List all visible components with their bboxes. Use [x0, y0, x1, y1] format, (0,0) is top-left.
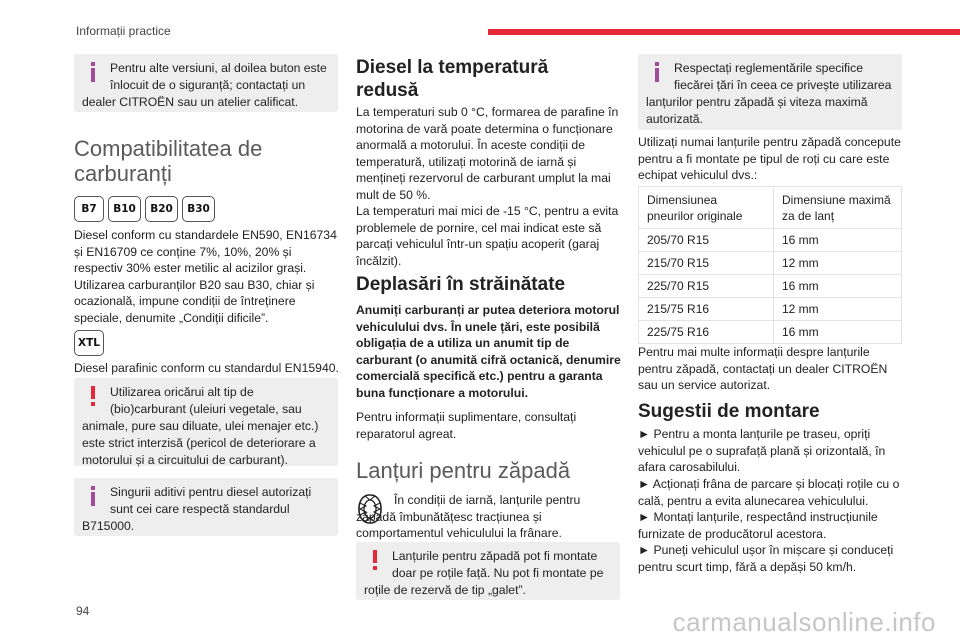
fuel-badge-b30-icon: B30 [182, 196, 215, 222]
table-header-cell: Dimensiune maximă za de lanț [774, 187, 902, 229]
para-more-info: Pentru mai multe informații despre lanțurile pentru zăpadă, contactați un dealer CITROËN sau un service autorizat. [638, 345, 888, 393]
para-abroad-bold [356, 302, 622, 402]
table-cell: 16 mm [774, 229, 902, 252]
info-note-regulations [638, 54, 902, 130]
fuel-badge-b7-icon: B7 [74, 196, 104, 222]
table-row [639, 321, 902, 344]
info-note-fuse [74, 54, 338, 112]
step-2: ► Acționați frâna de parcare și blocați roțile cu o cală, pentru a evita alunecarea vehiculului. [638, 477, 900, 508]
info-note-additives-text: Singurii aditivi pentru diesel autorizați sunt cei care respectă standardul B715000. [82, 485, 312, 533]
table-cell: 16 mm [774, 321, 902, 344]
para-use-chains: Utilizați numai lanțurile pentru zăpadă concepute pentru a fi montate pe tipul de roți cu care este echipat vehiculul dvs.: [638, 135, 901, 183]
fuel-badge-b20-icon: B20 [145, 196, 178, 222]
para-xtl: Diesel parafinic conform cu standardul EN15940. [74, 361, 339, 375]
table-cell: 12 mm [774, 252, 902, 275]
table-cell: 205/70 R15 [639, 229, 774, 252]
step-3: ► Montați lanțurile, respectând instrucțiunile furnizate de producătorul acestora. [638, 510, 878, 541]
heading-low-temperature: Diesel la temperatură redusă [356, 57, 549, 101]
info-note-fuse-text: Pentru alte versiuni, al doilea buton este înlocuit de o siguranță; contactați un dealer CITROËN sau un atelier calificat. [82, 61, 327, 109]
table-row [639, 229, 902, 252]
watermark: carmanualsonline.info [672, 607, 936, 637]
para-abroad-bold-text: Anumiți carburanți ar putea deteriora motorul vehiculului dvs. În unele țări, este posibilă obligația de a utiliza un anumit tip de carburant (o anumită cifră octanică, denumire comercială specifică etc.) pentru a garanta buna funcționare a motorului. [356, 303, 621, 400]
table-cell: 215/75 R16 [639, 298, 774, 321]
fuel-badge-row [74, 196, 215, 222]
info-note-additives [74, 478, 338, 536]
fuel-badge-xtl-icon: XTL [74, 330, 104, 356]
xtl-badge-row [74, 330, 104, 356]
heading-mounting-tips: Sugestii de montare [638, 401, 820, 422]
table-cell: 225/70 R15 [639, 275, 774, 298]
table-cell: 225/75 R16 [639, 321, 774, 344]
para-diesel-standards: Diesel conform cu standardele EN590, EN16734 și EN16709 ce conține 7%, 10%, 20% și respectiv 30% ester metilic al acizilor grași. Utilizarea carburanților B20 sau B30, chiar și ocazională, impune condiții de întreținere speciale, denumite „Condiții dificile”. [74, 228, 337, 325]
warning-note-chains-text: Lanțurile pentru zăpadă pot fi montate doar pe roțile față. Nu pot fi montate pe roțile de rezervă de tip „galet”. [364, 549, 604, 597]
header-accent-bar [488, 29, 960, 35]
warning-note-biofuel-text: Utilizarea oricărui alt tip de (bio)carburant (uleiuri vegetale, sau animale, pure sau diluate, ulei menajer etc.) este strict interzisă (pericol de deteriorare a motorului și a circuitului de carburant). [82, 385, 319, 467]
table-row [639, 252, 902, 275]
page-number: 94 [76, 604, 90, 618]
warning-icon [368, 550, 382, 568]
info-icon [650, 62, 664, 80]
warning-note-chains [356, 542, 620, 600]
heading-fuel-compatibility: Compatibilitatea de carburanți [74, 136, 263, 186]
heading-abroad: Deplasări în străinătate [356, 274, 566, 295]
heading-snow-chains: Lanțuri pentru zăpadă [356, 458, 571, 483]
info-icon [86, 62, 100, 80]
table-cell: 16 mm [774, 275, 902, 298]
table-header-row [639, 187, 902, 229]
step-4: ► Puneți vehiculul ușor în mișcare și conduceți pentru scurt timp, fără a depăși 50 km/h. [638, 543, 894, 574]
warning-icon [86, 386, 100, 404]
table-row [639, 298, 902, 321]
table-row [639, 275, 902, 298]
table-cell: 215/70 R15 [639, 252, 774, 275]
step-1: ► Pentru a monta lanțurile pe traseu, opriți vehiculul pe o suprafață plană și orizontală, în afara carosabilului. [638, 427, 886, 475]
para-low-temp-1: La temperaturi sub 0 °C, formarea de parafine în motorina de vară poate determina o funcționare anormală a motorului. În aceste condiții de temperatură, utilizați motorină de iarnă și mențineți rezervorul de carburant umplut la mai mult de 50 %. [356, 105, 619, 202]
section-header: Informații practice [76, 24, 171, 38]
table-cell: 12 mm [774, 298, 902, 321]
chain-size-table [638, 186, 902, 344]
para-abroad: Pentru informații suplimentare, consultați reparatorul agreat. [356, 410, 577, 441]
warning-note-biofuel [74, 378, 338, 466]
info-note-regulations-text: Respectați reglementările specifice fiecărei țări în ceea ce privește utilizarea lanțurilor pentru zăpadă și viteza maximă autorizată. [646, 61, 892, 126]
info-icon [86, 486, 100, 504]
table-header-cell: Dimensiunea pneurilor originale [639, 187, 774, 229]
para-low-temp-2: La temperaturi mai mici de -15 °C, pentru a evita problemele de pornire, cel mai indicat este să parcați vehiculul într-un spațiu acoperit (garaj încălzit). [356, 204, 619, 268]
para-snow-chains: În condiții de iarnă, lanțurile pentru zăpadă îmbunătățesc tracțiunea și comportamentul vehiculului la frânare. [356, 493, 581, 541]
fuel-badge-b10-icon: B10 [108, 196, 141, 222]
